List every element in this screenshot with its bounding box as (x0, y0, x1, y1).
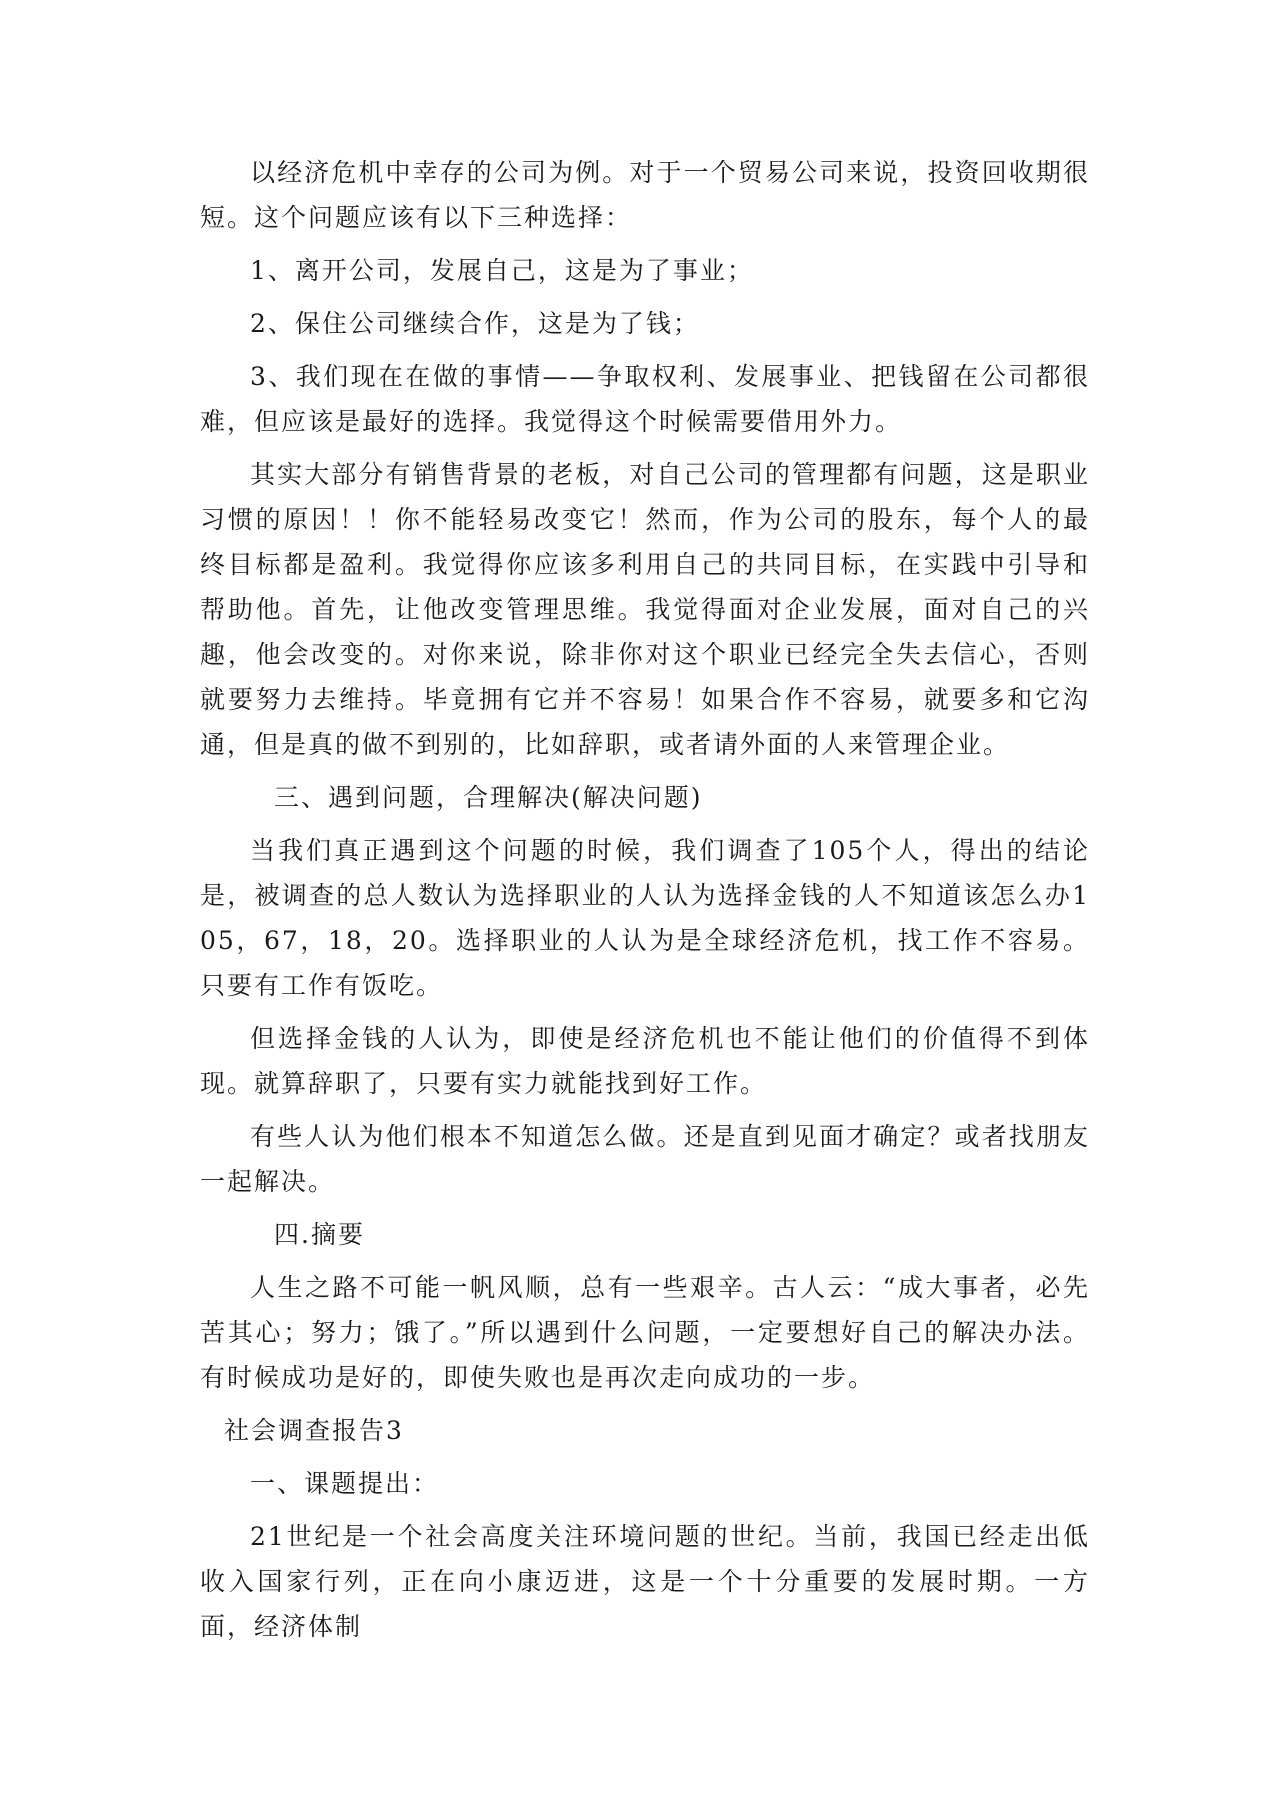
list-item-option-2: 2、保住公司继续合作，这是为了钱； (250, 309, 700, 338)
subsection-heading-1: 一、课题提出： (250, 1469, 440, 1498)
paragraph-survey-results: 当我们真正遇到这个问题的时候，我们调查了105个人，得出的结论是，被调查的总人数认为选择职业的人认为选择金钱的人不知道该怎么办105，67，18，20。选择职业的人认为是全球经济危机，找工作不容易。只要有工作有饭吃。 (200, 836, 1090, 1000)
report-title-3: 社会调查报告3 (224, 1416, 404, 1445)
paragraph-21st-century: 21世纪是一个社会高度关注环境问题的世纪。当前，我国已经走出低收入国家行列，正在向小康迈进，这是一个十分重要的发展时期。一方面，经济体制 (200, 1522, 1090, 1641)
paragraph-money-choice: 但选择金钱的人认为，即使是经济危机也不能让他们的价值得不到体现。就算辞职了，只要有实力就能找到好工作。 (200, 1024, 1090, 1098)
paragraph-undecided: 有些人认为他们根本不知道怎么做。还是直到见面才确定？或者找朋友一起解决。 (200, 1122, 1090, 1196)
paragraph-intro: 以经济危机中幸存的公司为例。对于一个贸易公司来说，投资回收期很短。这个问题应该有以下三种选择： (200, 158, 1090, 232)
list-item-option-3: 3、我们现在在做的事情——争取权利、发展事业、把钱留在公司都很难，但应该是最好的选择。我觉得这个时候需要借用外力。 (200, 362, 1090, 436)
paragraph-summary: 人生之路不可能一帆风顺，总有一些艰辛。古人云：“成大事者，必先苦其心；努力；饿了。”所以遇到什么问题，一定要想好自己的解决办法。有时候成功是好的，即使失败也是再次走向成功的一步。 (200, 1273, 1090, 1392)
document-body (200, 150, 1090, 1657)
section-heading-3: 三、遇到问题，合理解决(解决问题) (274, 783, 703, 812)
paragraph-boss-management: 其实大部分有销售背景的老板，对自己公司的管理都有问题，这是职业习惯的原因！！你不能轻易改变它！然而，作为公司的股东，每个人的最终目标都是盈利。我觉得你应该多利用自己的共同目标，在实践中引导和帮助他。首先，让他改变管理思维。我觉得面对企业发展，面对自己的兴趣，他会改变的。对你来说，除非你对这个职业已经完全失去信心，否则就要努力去维持。毕竟拥有它并不容易！如果合作不容易，就要多和它沟通，但是真的做不到别的，比如辞职，或者请外面的人来管理企业。 (200, 460, 1090, 759)
list-item-option-1: 1、离开公司，发展自己，这是为了事业； (250, 256, 754, 285)
section-heading-4: 四.摘要 (274, 1220, 365, 1249)
